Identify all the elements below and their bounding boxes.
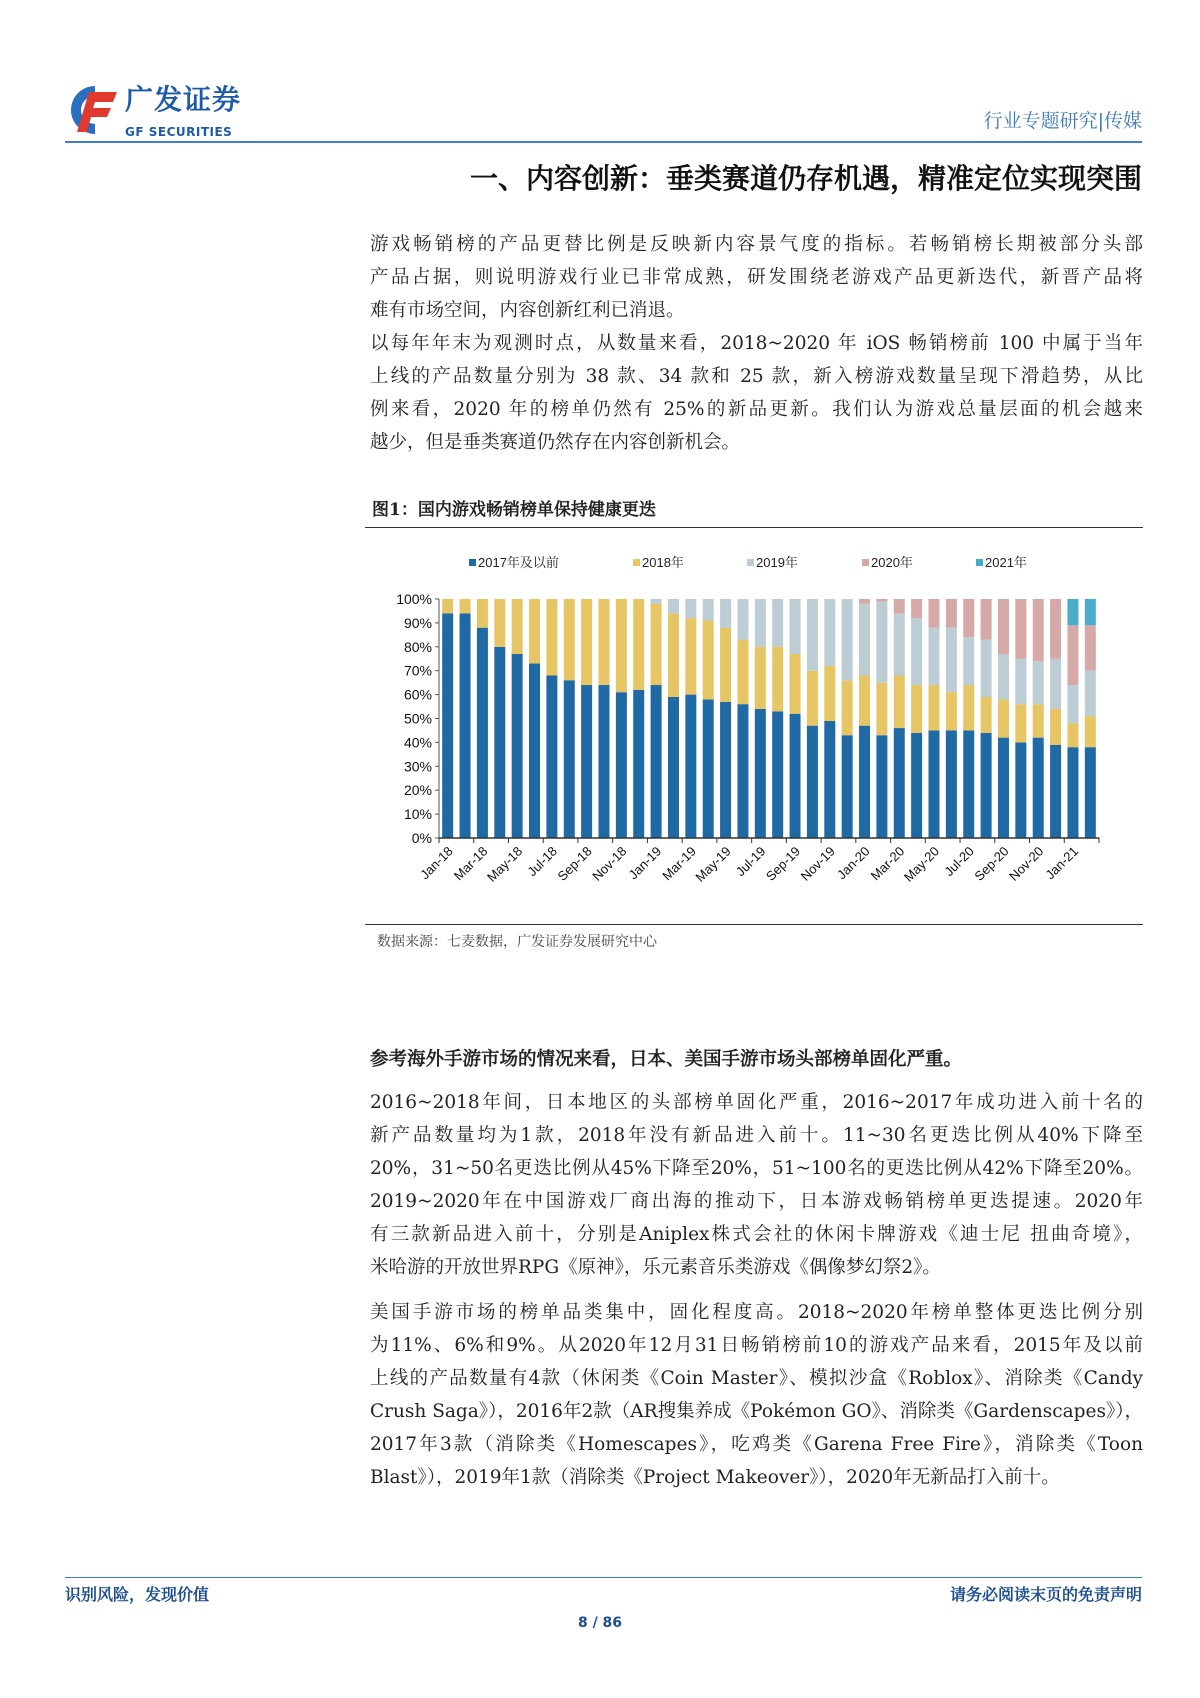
bar-segment	[651, 685, 662, 838]
bar-segment	[616, 599, 627, 692]
bar-segment	[668, 613, 679, 697]
bar-segment	[963, 730, 974, 838]
bar-segment	[1033, 704, 1044, 737]
bar-segment	[1067, 599, 1078, 625]
paragraph-line: 2016~2018年间，日本地区的头部榜单固化严重，2016~2017年成功进入前十名的	[370, 1092, 1143, 1113]
x-tick-label: Jan-21	[1042, 843, 1082, 883]
bar-segment	[876, 683, 887, 736]
bar-segment	[616, 692, 627, 838]
bar-segment	[929, 599, 940, 628]
bar-segment	[859, 599, 870, 604]
bar-segment	[894, 675, 905, 728]
bar-segment	[772, 711, 783, 838]
bar-segment	[911, 733, 922, 838]
section-title: 一、内容创新：垂类赛道仍存机遇，精准定位实现突围	[469, 162, 1142, 195]
bar-segment	[685, 599, 696, 618]
paragraph-line: 2019~2020年在中国游戏厂商出海的推动下，日本游戏畅销榜单更迭提速。2020年	[370, 1191, 1143, 1212]
bar-segment	[1085, 599, 1096, 625]
x-tick-label: Mar-20	[867, 843, 908, 884]
bar-segment	[842, 735, 853, 838]
paragraph-line: 例来看，2020 年的榜单仍然有 25%的新品更新。我们认为游戏总量层面的机会越来	[370, 399, 1143, 420]
bar-segment	[894, 728, 905, 838]
bar-segment	[963, 685, 974, 730]
x-tick-label: Nov-18	[589, 843, 630, 884]
bar-segment	[546, 675, 557, 838]
paragraph-line: 2017年3款（消除类《Homescapes》，吃鸡类《Garena Free Fire》，消除类《Toon	[370, 1434, 1143, 1455]
bar-segment	[981, 697, 992, 733]
x-tick-label: Sep-20	[971, 843, 1012, 884]
y-tick-label: 100%	[396, 591, 432, 607]
bar-segment	[981, 599, 992, 640]
y-tick-label: 0%	[411, 830, 432, 846]
bar-segment	[998, 699, 1009, 737]
bar-segment	[807, 726, 818, 838]
bar-segment	[911, 599, 922, 618]
page-number: 8 / 86	[577, 1615, 623, 1631]
bar-segment	[755, 647, 766, 709]
bar-segment	[564, 599, 575, 680]
x-tick-label: May-20	[900, 843, 943, 885]
bar-segment	[963, 637, 974, 685]
logo-text-cn: 广发证券	[125, 83, 242, 116]
legend-label: 2019年	[756, 555, 798, 570]
bar-segment	[790, 654, 801, 714]
bar-segment	[824, 666, 835, 721]
bar-segment	[512, 654, 523, 838]
x-tick-label: Jan-19	[625, 843, 665, 883]
bar-segment	[1015, 599, 1026, 659]
paragraph-line: 上线的产品数量有4款（休闲类《Coin Master》、模拟沙盒《Roblox》、消除类《Candy	[370, 1368, 1143, 1389]
y-tick-label: 90%	[403, 614, 432, 631]
bar-segment	[1067, 747, 1078, 838]
legend-label: 2017年及以前	[478, 555, 559, 570]
y-tick-label: 30%	[403, 758, 432, 775]
x-tick-label: May-18	[484, 843, 526, 885]
y-tick-label: 10%	[403, 806, 432, 823]
y-tick-label: 40%	[403, 734, 432, 751]
legend-swatch	[633, 559, 640, 566]
bar-segment	[512, 599, 523, 654]
bar-segment	[720, 702, 731, 838]
paragraph-line: 美国手游市场的榜单品类集中，固化程度高。2018~2020年榜单整体更迭比例分别	[370, 1302, 1143, 1323]
paragraph-line: 上线的产品数量分别为 38 款、34 款和 25 款，新入榜游戏数量呈现下滑趋势，从比	[370, 366, 1143, 387]
x-tick-label: Mar-19	[659, 843, 699, 884]
legend-swatch	[747, 559, 754, 566]
bar-segment	[1050, 659, 1061, 709]
legend-swatch	[469, 559, 476, 566]
x-tick-label: Nov-19	[797, 843, 838, 884]
legend-label: 2020年	[871, 555, 913, 570]
legend-label: 2021年	[985, 555, 1027, 570]
bar-segment	[807, 671, 818, 726]
bar-segment	[1050, 709, 1061, 745]
bar-segment	[1033, 661, 1044, 704]
figure-title: 图1：国内游戏畅销榜单保持健康更迭	[372, 500, 656, 520]
paragraph-line: Crush Saga》），2016年2款（AR搜集养成《Pokémon GO》、消除类《Gardenscapes》），	[370, 1401, 1143, 1422]
bar-segment	[1015, 704, 1026, 742]
bar-segment	[981, 733, 992, 838]
bar-segment	[1085, 671, 1096, 716]
bar-segment	[633, 690, 644, 838]
x-tick-label: Sep-18	[554, 843, 595, 884]
x-tick-label: Jul-18	[524, 843, 561, 880]
bar-segment	[668, 697, 679, 838]
bar-segment	[1067, 723, 1078, 747]
paragraph-line: 以每年年末为观测时点，从数量来看，2018~2020 年 iOS 畅销榜前 100 中属于当年	[370, 333, 1143, 354]
bar-segment	[963, 599, 974, 637]
bar-segment	[946, 730, 957, 838]
bar-segment	[529, 599, 540, 664]
bar-segment	[546, 599, 557, 675]
bar-segment	[477, 628, 488, 838]
bar-segment	[494, 647, 505, 838]
bar-segment	[946, 692, 957, 730]
bar-segment	[894, 613, 905, 675]
x-tick-label: Jan-20	[833, 843, 873, 883]
bar-segment	[1067, 625, 1078, 685]
bar-segment	[685, 618, 696, 694]
bar-segment	[599, 685, 610, 838]
bar-segment	[929, 628, 940, 685]
bar-segment	[842, 599, 853, 680]
bar-segment	[494, 599, 505, 647]
bar-segment	[651, 604, 662, 685]
footer-slogan: 识别风险，发现价值	[65, 1585, 210, 1604]
bar-segment	[581, 685, 592, 838]
x-tick-label: Jul-20	[941, 843, 977, 880]
paragraph-line: 20%，31~50名更迭比例从45%下降至20%，51~100名的更迭比例从42%下降至20%。	[370, 1158, 1143, 1179]
bar-segment	[442, 599, 453, 613]
bar-segment	[703, 599, 714, 621]
footer-divider	[65, 1577, 1142, 1578]
x-tick-label: Nov-20	[1006, 843, 1047, 884]
section-heading: 参考海外手游市场的情况来看，日本、美国手游市场头部榜单固化严重。	[370, 1049, 963, 1070]
paragraph-line: 有三款新品进入前十，分别是Aniplex株式会社的休闲卡牌游戏《迪士尼 扭曲奇境》，	[370, 1224, 1143, 1245]
bar-segment	[755, 709, 766, 838]
bar-segment	[946, 628, 957, 693]
bar-segment	[894, 599, 905, 613]
x-tick-label: Mar-18	[450, 843, 491, 884]
legend-swatch	[976, 559, 983, 566]
bar-segment	[720, 599, 731, 628]
bar-segment	[685, 695, 696, 838]
bar-segment	[876, 735, 887, 838]
x-tick-label: Sep-19	[762, 843, 804, 884]
bar-segment	[1015, 742, 1026, 838]
bar-segment	[599, 599, 610, 685]
y-tick-label: 20%	[403, 782, 432, 799]
paragraph-2	[370, 1086, 1143, 1284]
bar-segment	[876, 599, 887, 601]
legend-label: 2018年	[642, 555, 684, 570]
bar-segment	[998, 738, 1009, 838]
bar-segment	[460, 613, 471, 838]
bar-segment	[720, 628, 731, 702]
legend-swatch	[862, 559, 869, 566]
bar-segment	[442, 613, 453, 838]
bar-segment	[790, 599, 801, 654]
paragraph-line: 产品占据，则说明游戏行业已非常成熟，研发围绕老游戏产品更新迭代，新晋产品将	[370, 267, 1143, 288]
bar-segment	[460, 599, 471, 613]
bar-segment	[790, 714, 801, 838]
bar-segment	[1085, 625, 1096, 670]
bar-segment	[911, 685, 922, 733]
bar-segment	[1085, 716, 1096, 747]
bar-segment	[651, 599, 662, 604]
bar-segment	[1050, 599, 1061, 659]
y-tick-label: 80%	[403, 638, 432, 655]
bar-segment	[824, 721, 835, 838]
bar-segment	[1033, 738, 1044, 838]
bar-segment	[633, 599, 644, 690]
bar-segment	[946, 599, 957, 628]
x-tick-label: Jan-18	[417, 843, 456, 883]
paragraph-line: 新产品数量均为1款，2018年没有新品进入前十。11~30名更迭比例从40%下降至	[370, 1125, 1143, 1146]
bar-segment	[998, 599, 1009, 654]
bar-segment	[859, 675, 870, 725]
figure-source: 数据来源：七麦数据，广发证券发展研究中心	[377, 934, 657, 950]
paragraph-line: Blast》），2019年1款（消除类《Project Makeover》），2020年无新品打入前十。	[370, 1467, 1060, 1488]
bar-segment	[876, 601, 887, 682]
paragraph-line: 为11%、6%和9%。从2020年12月31日畅销榜前10的游戏产品来看，2015年及以前	[370, 1335, 1143, 1356]
paragraph-line: 难有市场空间，内容创新红利已消退。	[370, 300, 685, 321]
paragraph-3	[370, 1296, 1143, 1494]
y-tick-label: 70%	[403, 662, 432, 679]
bar-segment	[772, 599, 783, 647]
bar-segment	[581, 599, 592, 685]
bar-segment	[737, 640, 748, 705]
bar-segment	[998, 654, 1009, 699]
disclaimer-link[interactable]: 请务必阅读末页的免责声明	[949, 1585, 1142, 1604]
bar-segment	[703, 699, 714, 838]
bar-segment	[737, 704, 748, 838]
paragraph-line: 游戏畅销榜的产品更替比例是反映新内容景气度的指标。若畅销榜长期被部分头部	[370, 234, 1143, 255]
bar-segment	[1015, 659, 1026, 704]
bar-segment	[859, 604, 870, 676]
bar-segment	[824, 599, 835, 666]
paragraph-line: 越少，但是垂类赛道仍然存在内容创新机会。	[370, 432, 741, 453]
bar-segment	[1050, 745, 1061, 838]
bar-segment	[564, 680, 575, 838]
bar-segment	[703, 621, 714, 700]
y-tick-label: 60%	[403, 686, 432, 703]
bar-segment	[911, 618, 922, 685]
bar-segment	[1067, 685, 1078, 723]
bar-segment	[859, 726, 870, 838]
bar-segment	[755, 599, 766, 647]
bar-segment	[929, 730, 940, 838]
bar-segment	[529, 664, 540, 838]
bar-segment	[737, 599, 748, 640]
y-tick-label: 50%	[403, 710, 432, 727]
bar-segment	[981, 640, 992, 697]
source-divider	[365, 924, 1143, 925]
bar-segment	[842, 680, 853, 735]
x-tick-label: May-19	[692, 843, 734, 885]
bar-segment	[929, 685, 940, 730]
bar-segment	[1033, 599, 1044, 661]
bar-segment	[807, 599, 818, 671]
logo-text-en: GF SECURITIES	[125, 125, 233, 139]
x-tick-label: Jul-19	[732, 843, 769, 880]
bar-segment	[772, 647, 783, 712]
report-category: 行业专题研究|传媒	[983, 110, 1142, 132]
bar-segment	[1085, 747, 1096, 838]
bar-segment	[477, 599, 488, 628]
paragraph-line: 米哈游的开放世界RPG《原神》，乐元素音乐类游戏《偶像梦幻祭2》。	[370, 1257, 941, 1278]
bar-segment	[668, 599, 679, 613]
